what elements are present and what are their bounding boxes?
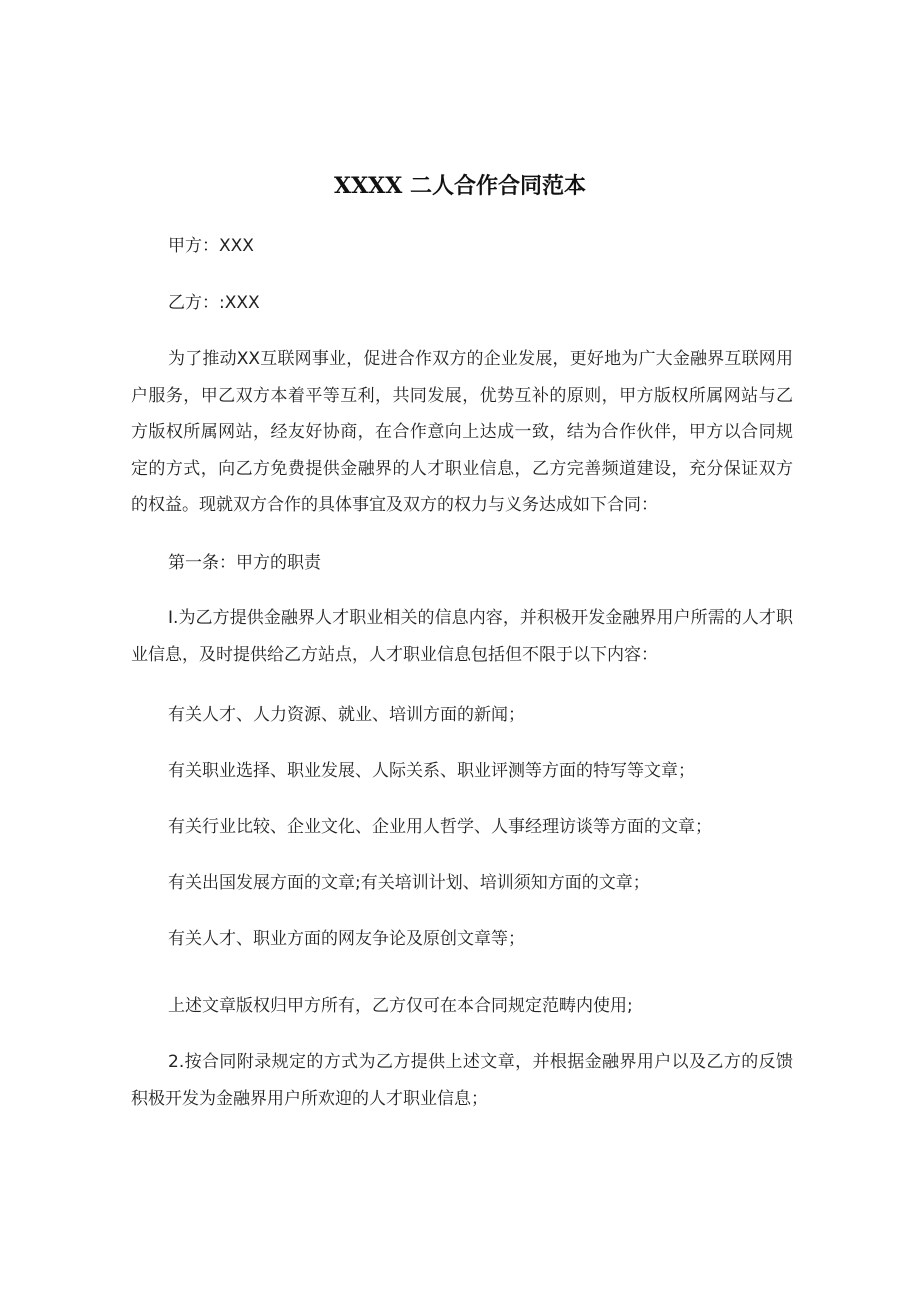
clause-2-paragraph: 2.按合同附录规定的方式为乙方提供上述文章，并根据金融界用户以及乙方的反馈积极开发为金融界用户所欢迎的人才职业信息； (131, 1052, 793, 1109)
list-item: 有关人才、人力资源、就业、培训方面的新闻； (168, 705, 525, 725)
list-item: 有关职业选择、职业发展、人际关系、职业评测等方面的特写等文章； (168, 761, 695, 781)
clause-1-paragraph: I.为乙方提供金融界人才职业相关的信息内容，并积极开发金融界用户所需的人才职业信息，及时提供给乙方站点，人才职业信息包括但不限于以下内容： (131, 608, 793, 665)
party-b-line: 乙方：:XXX (168, 293, 260, 313)
copyright-note: 上述文章版权归甲方所有，乙方仅可在本合同规定范畴内使用; (168, 996, 633, 1016)
document-title: XXXX 二人合作合同范本 (334, 173, 586, 199)
list-item: 有关行业比较、企业文化、企业用人哲学、人事经理访谈等方面的文章； (168, 817, 712, 837)
preamble-paragraph: 为了推动XX互联网事业，促进合作双方的企业发展，更好地为广大金融界互联网用户服务，甲乙双方本着平等互利，共同发展，优势互补的原则，甲方版权所属网站与乙方版权所属网站，经友好协商，在合作意向上达成一致，结为合作伙伴，甲方以合同规定的方式，向乙方免费提供金融界的人才职业信息，乙方完善频道建设，充分保证双方的权益。现就双方合作的具体事宜及双方的权力与义务达成如下合同： (131, 349, 793, 515)
article-1-heading: 第一条：甲方的职责 (168, 553, 321, 573)
party-a-line: 甲方：XXX (168, 236, 254, 256)
list-item: 有关出国发展方面的文章;有关培训计划、培训须知方面的文章； (168, 873, 650, 893)
list-item: 有关人才、职业方面的网友争论及原创文章等； (168, 929, 525, 949)
